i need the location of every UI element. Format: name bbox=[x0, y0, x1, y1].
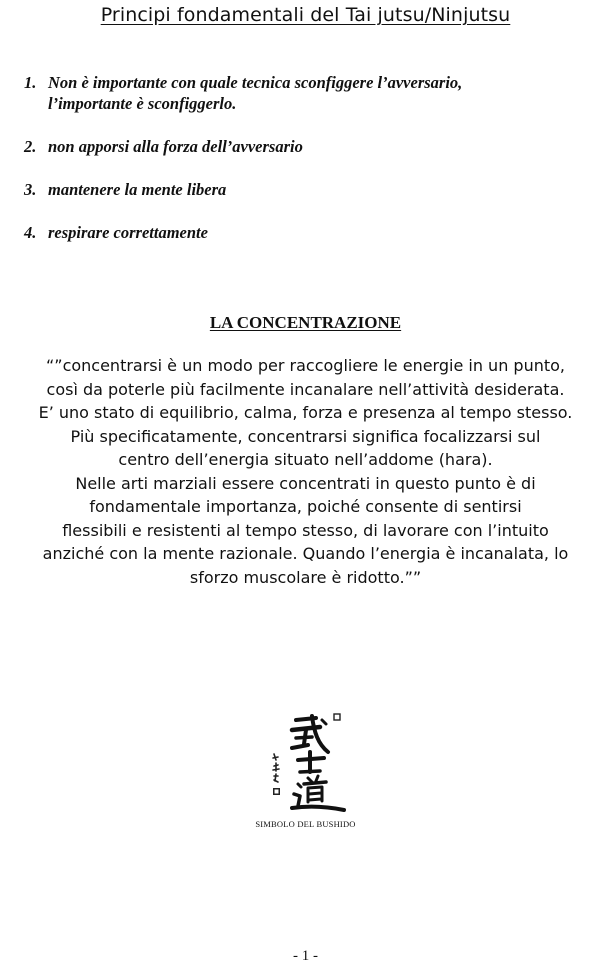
principle-item bbox=[24, 136, 584, 157]
bushido-calligraphy-image bbox=[262, 710, 348, 814]
page-title: Principi fondamentali del Tai jutsu/Ninjutsu bbox=[100, 4, 511, 26]
concentration-quote bbox=[10, 354, 601, 589]
principle-text bbox=[48, 72, 584, 114]
principle-number: 1. bbox=[24, 73, 37, 92]
principle-number: 3. bbox=[24, 180, 37, 199]
principle-item bbox=[24, 179, 584, 200]
principle-number: 2. bbox=[24, 137, 37, 156]
quote-line: Più specificatamente, concentrarsi significa focalizzarsi sul bbox=[70, 426, 541, 446]
principle-item bbox=[24, 222, 584, 243]
quote-line: E’ uno stato di equilibrio, calma, forza e presenza al tempo stesso. bbox=[38, 403, 573, 422]
principle-line: Non è importante con quale tecnica sconfiggere l’avversario, bbox=[48, 73, 463, 92]
quote-line: così da poterle più facilmente incanalare nell’attività desiderata. bbox=[46, 379, 565, 399]
principle-text: respirare correttamente bbox=[48, 223, 208, 242]
principle-text: non apporsi alla forza dell’avversario bbox=[48, 137, 303, 156]
quote-line: Nelle arti marziali essere concentrati in questo punto è di bbox=[75, 473, 536, 493]
principle-text: mantenere la mente libera bbox=[48, 180, 227, 199]
quote-line: flessibili e resistenti al tempo stesso, di lavorare con l’intuito bbox=[62, 520, 549, 540]
symbol-caption: SIMBOLO DEL BUSHIDO bbox=[255, 819, 356, 829]
page-number: - 1 - bbox=[293, 948, 318, 964]
principle-item bbox=[24, 72, 584, 114]
quote-line: fondamentale importanza, poiché consente di sentirsi bbox=[89, 497, 522, 516]
quote-line: “”concentrarsi è un modo per raccogliere le energie in un punto, bbox=[45, 356, 566, 375]
quote-line: centro dell’energia situato nell’addome (hara). bbox=[118, 450, 493, 469]
quote-line: anziché con la mente razionale. Quando l’energia è incanalata, lo bbox=[42, 544, 569, 563]
principle-line: l’importante è sconfiggerlo. bbox=[48, 94, 237, 113]
section-heading: LA CONCENTRAZIONE bbox=[209, 313, 402, 332]
principles-list bbox=[24, 72, 584, 265]
principle-number: 4. bbox=[24, 223, 37, 242]
quote-line: sforzo muscolare è ridotto.”” bbox=[189, 567, 422, 587]
